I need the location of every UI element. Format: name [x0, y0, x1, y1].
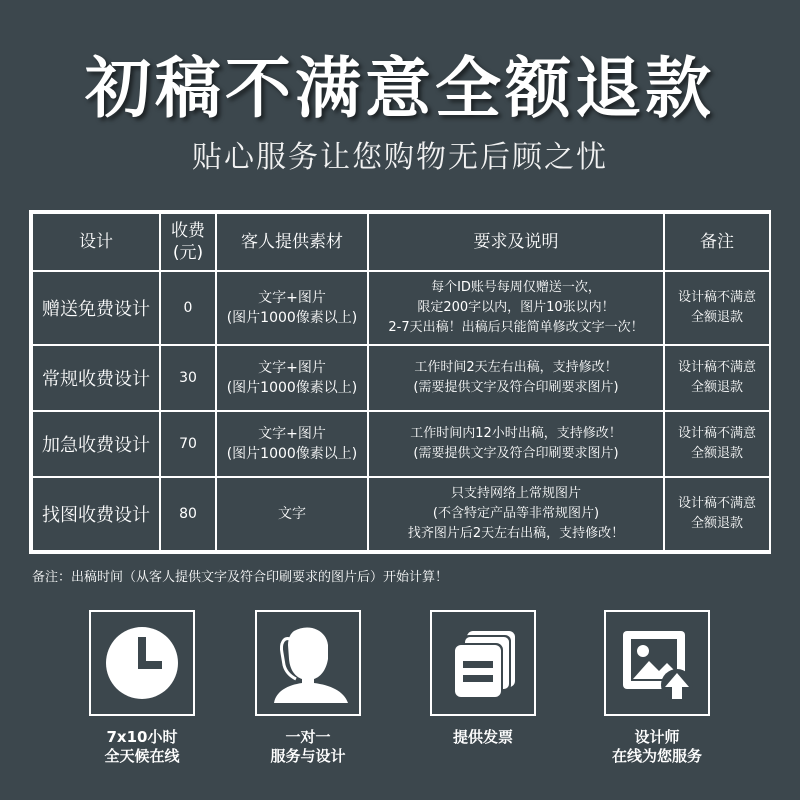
cell-material-line: (图片1000像素以上) [226, 310, 358, 326]
page-title: 初稿不满意全额退款 [85, 50, 715, 127]
cell-note-line: 设计稿不满意 [677, 426, 756, 441]
header-requirement: 要求及说明 [368, 213, 664, 271]
cell-material-line: 文字+图片 [258, 290, 326, 306]
cell-material-line: 文字 [278, 506, 306, 522]
feature-label-line: 服务与设计 [270, 747, 346, 765]
table-row [32, 411, 770, 477]
cell-material-line: 文字+图片 [258, 426, 326, 442]
cell-fee-line: 0 [183, 300, 193, 316]
page-subtitle: 贴心服务让您购物无后顾之忧 [192, 140, 608, 175]
feature-online [72, 610, 212, 766]
cell-requirement-line: (不含特定产品等非常规图片) [432, 506, 600, 521]
cell-requirement [368, 477, 664, 551]
cell-note-line: 全额退款 [690, 516, 743, 531]
feature-label-line: 7x10小时 [106, 728, 178, 746]
feature-label [238, 728, 378, 766]
cell-requirement-line: 每个ID账号每周仅赠送一次， [431, 280, 601, 295]
feature-box [89, 610, 195, 716]
invoice-icon [445, 625, 521, 701]
cell-fee-line: 80 [179, 506, 197, 522]
cell-design-name [32, 477, 160, 551]
cell-requirement-line: 只支持网络上常规图片 [450, 486, 581, 501]
pricing-table [29, 210, 771, 554]
cell-material-line: (图片1000像素以上) [226, 446, 358, 462]
header-design: 设计 [32, 213, 160, 271]
person-icon [264, 619, 352, 707]
cell-note-line: 全额退款 [690, 380, 743, 395]
cell-note-line: 设计稿不满意 [677, 360, 756, 375]
feature-label [413, 728, 553, 747]
cell-fee-line: 30 [179, 370, 197, 386]
cell-design-name [32, 411, 160, 477]
table-header-row [32, 213, 770, 271]
cell-requirement-line: 工作时间2天左右出稿，支持修改！ [414, 360, 618, 375]
cell-design-name-line: 赠送免费设计 [42, 299, 150, 320]
cell-note-line: 全额退款 [690, 310, 743, 325]
cell-note [664, 271, 770, 345]
cell-requirement [368, 345, 664, 411]
feature-label [587, 728, 727, 766]
cell-note [664, 411, 770, 477]
feature-one-on-one [238, 610, 378, 766]
feature-label-line: 全天候在线 [104, 747, 180, 765]
header-fee [160, 213, 216, 271]
feature-label-line: 在线为您服务 [611, 747, 702, 765]
cell-requirement-line: 限定200字以内，图片10张以内！ [417, 300, 615, 315]
cell-note [664, 345, 770, 411]
table-body [32, 271, 770, 551]
feature-invoice [413, 610, 553, 747]
cell-fee [160, 345, 216, 411]
cell-design-name-line: 加急收费设计 [42, 435, 150, 456]
cell-fee [160, 477, 216, 551]
table-row [32, 271, 770, 345]
cell-requirement-line: 2-7天出稿！出稿后只能简单修改文字一次！ [388, 320, 644, 335]
clock-icon [104, 625, 180, 701]
cell-design-name-line: 找图收费设计 [42, 505, 150, 526]
cell-fee [160, 411, 216, 477]
cell-material [216, 345, 368, 411]
cell-requirement-line: (需要提供文字及符合印刷要求图片) [413, 380, 619, 395]
feature-label-line: 一对一 [285, 728, 331, 746]
feature-label [72, 728, 212, 766]
cell-material-line: 文字+图片 [258, 360, 326, 376]
cell-design-name-line: 常规收费设计 [42, 369, 150, 390]
header-fee-label: 收费 (元) [171, 221, 205, 263]
cell-requirement-line: 找齐图片后2天左右出稿，支持修改！ [407, 526, 625, 541]
table-row [32, 477, 770, 551]
feature-box [255, 610, 361, 716]
cell-material [216, 477, 368, 551]
feature-designer [587, 610, 727, 766]
cell-requirement [368, 411, 664, 477]
feature-label-line: 设计师 [634, 728, 680, 746]
cell-note-line: 设计稿不满意 [677, 496, 756, 511]
cell-material-line: (图片1000像素以上) [226, 380, 358, 396]
feature-box [430, 610, 536, 716]
cell-material [216, 271, 368, 345]
cell-fee [160, 271, 216, 345]
table-row [32, 345, 770, 411]
header-material: 客人提供素材 [216, 213, 368, 271]
header-note: 备注 [664, 213, 770, 271]
feature-label-line: 提供发票 [452, 728, 513, 746]
cell-note [664, 477, 770, 551]
cell-requirement-line: (需要提供文字及符合印刷要求图片) [413, 446, 619, 461]
cell-fee-line: 70 [179, 436, 197, 452]
cell-design-name [32, 345, 160, 411]
feature-box [604, 610, 710, 716]
feature-row [0, 610, 800, 790]
cell-requirement-line: 工作时间内12小时出稿，支持修改！ [410, 426, 622, 441]
designer-upload-icon [617, 623, 697, 703]
footnote: 备注：出稿时间（从客人提供文字及符合印刷要求的图片后）开始计算！ [32, 570, 449, 585]
cell-requirement [368, 271, 664, 345]
cell-design-name [32, 271, 160, 345]
cell-note-line: 设计稿不满意 [677, 290, 756, 305]
cell-note-line: 全额退款 [690, 446, 743, 461]
cell-material [216, 411, 368, 477]
